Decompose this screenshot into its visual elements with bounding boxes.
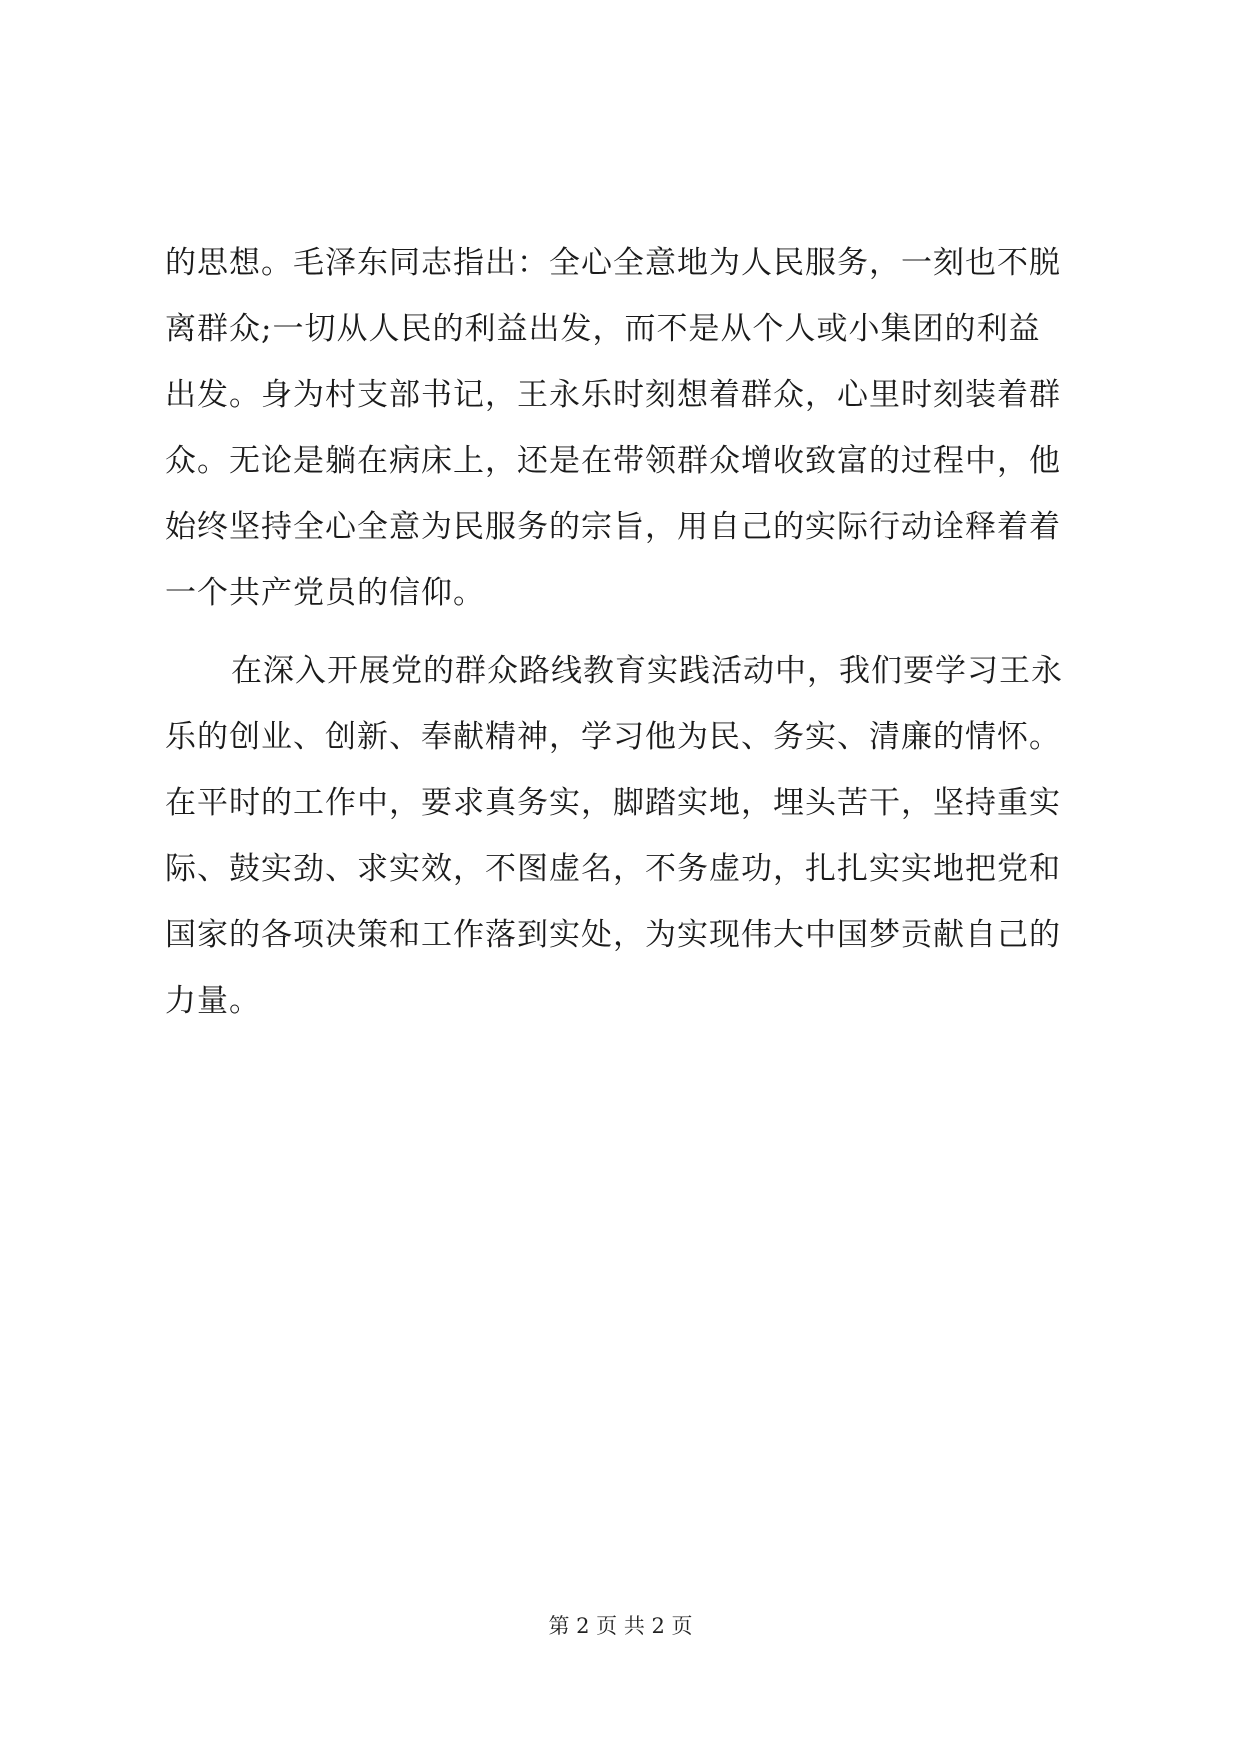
body-text	[165, 230, 1085, 1034]
text-line: 的思想。毛泽东同志指出：全心全意地为人民服务，一刻也不脱	[165, 245, 1061, 281]
text-line: 离群众;一切从人民的利益出发，而不是从个人或小集团的利益	[165, 311, 1041, 347]
text-line: 出发。身为村支部书记，王永乐时刻想着群众，心里时刻装着群	[165, 377, 1061, 413]
paragraph-1	[165, 230, 1085, 626]
text-line: 始终坚持全心全意为民服务的宗旨，用自己的实际行动诠释着着	[165, 509, 1061, 545]
text-line: 在深入开展党的群众路线教育实践活动中，我们要学习王永	[231, 653, 1063, 689]
text-line: 在平时的工作中，要求真务实，脚踏实地，埋头苦干，坚持重实	[165, 785, 1061, 821]
page-footer: 第 2 页 共 2 页	[548, 1614, 693, 1638]
text-line: 一个共产党员的信仰。	[165, 575, 485, 611]
text-line: 乐的创业、创新、奉献精神，学习他为民、务实、清廉的情怀。	[165, 719, 1061, 755]
paragraph-2	[165, 638, 1085, 1034]
text-line: 国家的各项决策和工作落到实处，为实现伟大中国梦贡献自己的	[165, 917, 1061, 953]
text-line: 际、鼓实劲、求实效，不图虚名，不务虚功，扎扎实实地把党和	[165, 851, 1061, 887]
text-line: 力量。	[165, 983, 261, 1019]
text-line: 众。无论是躺在病床上，还是在带领群众增收致富的过程中，他	[165, 443, 1061, 479]
